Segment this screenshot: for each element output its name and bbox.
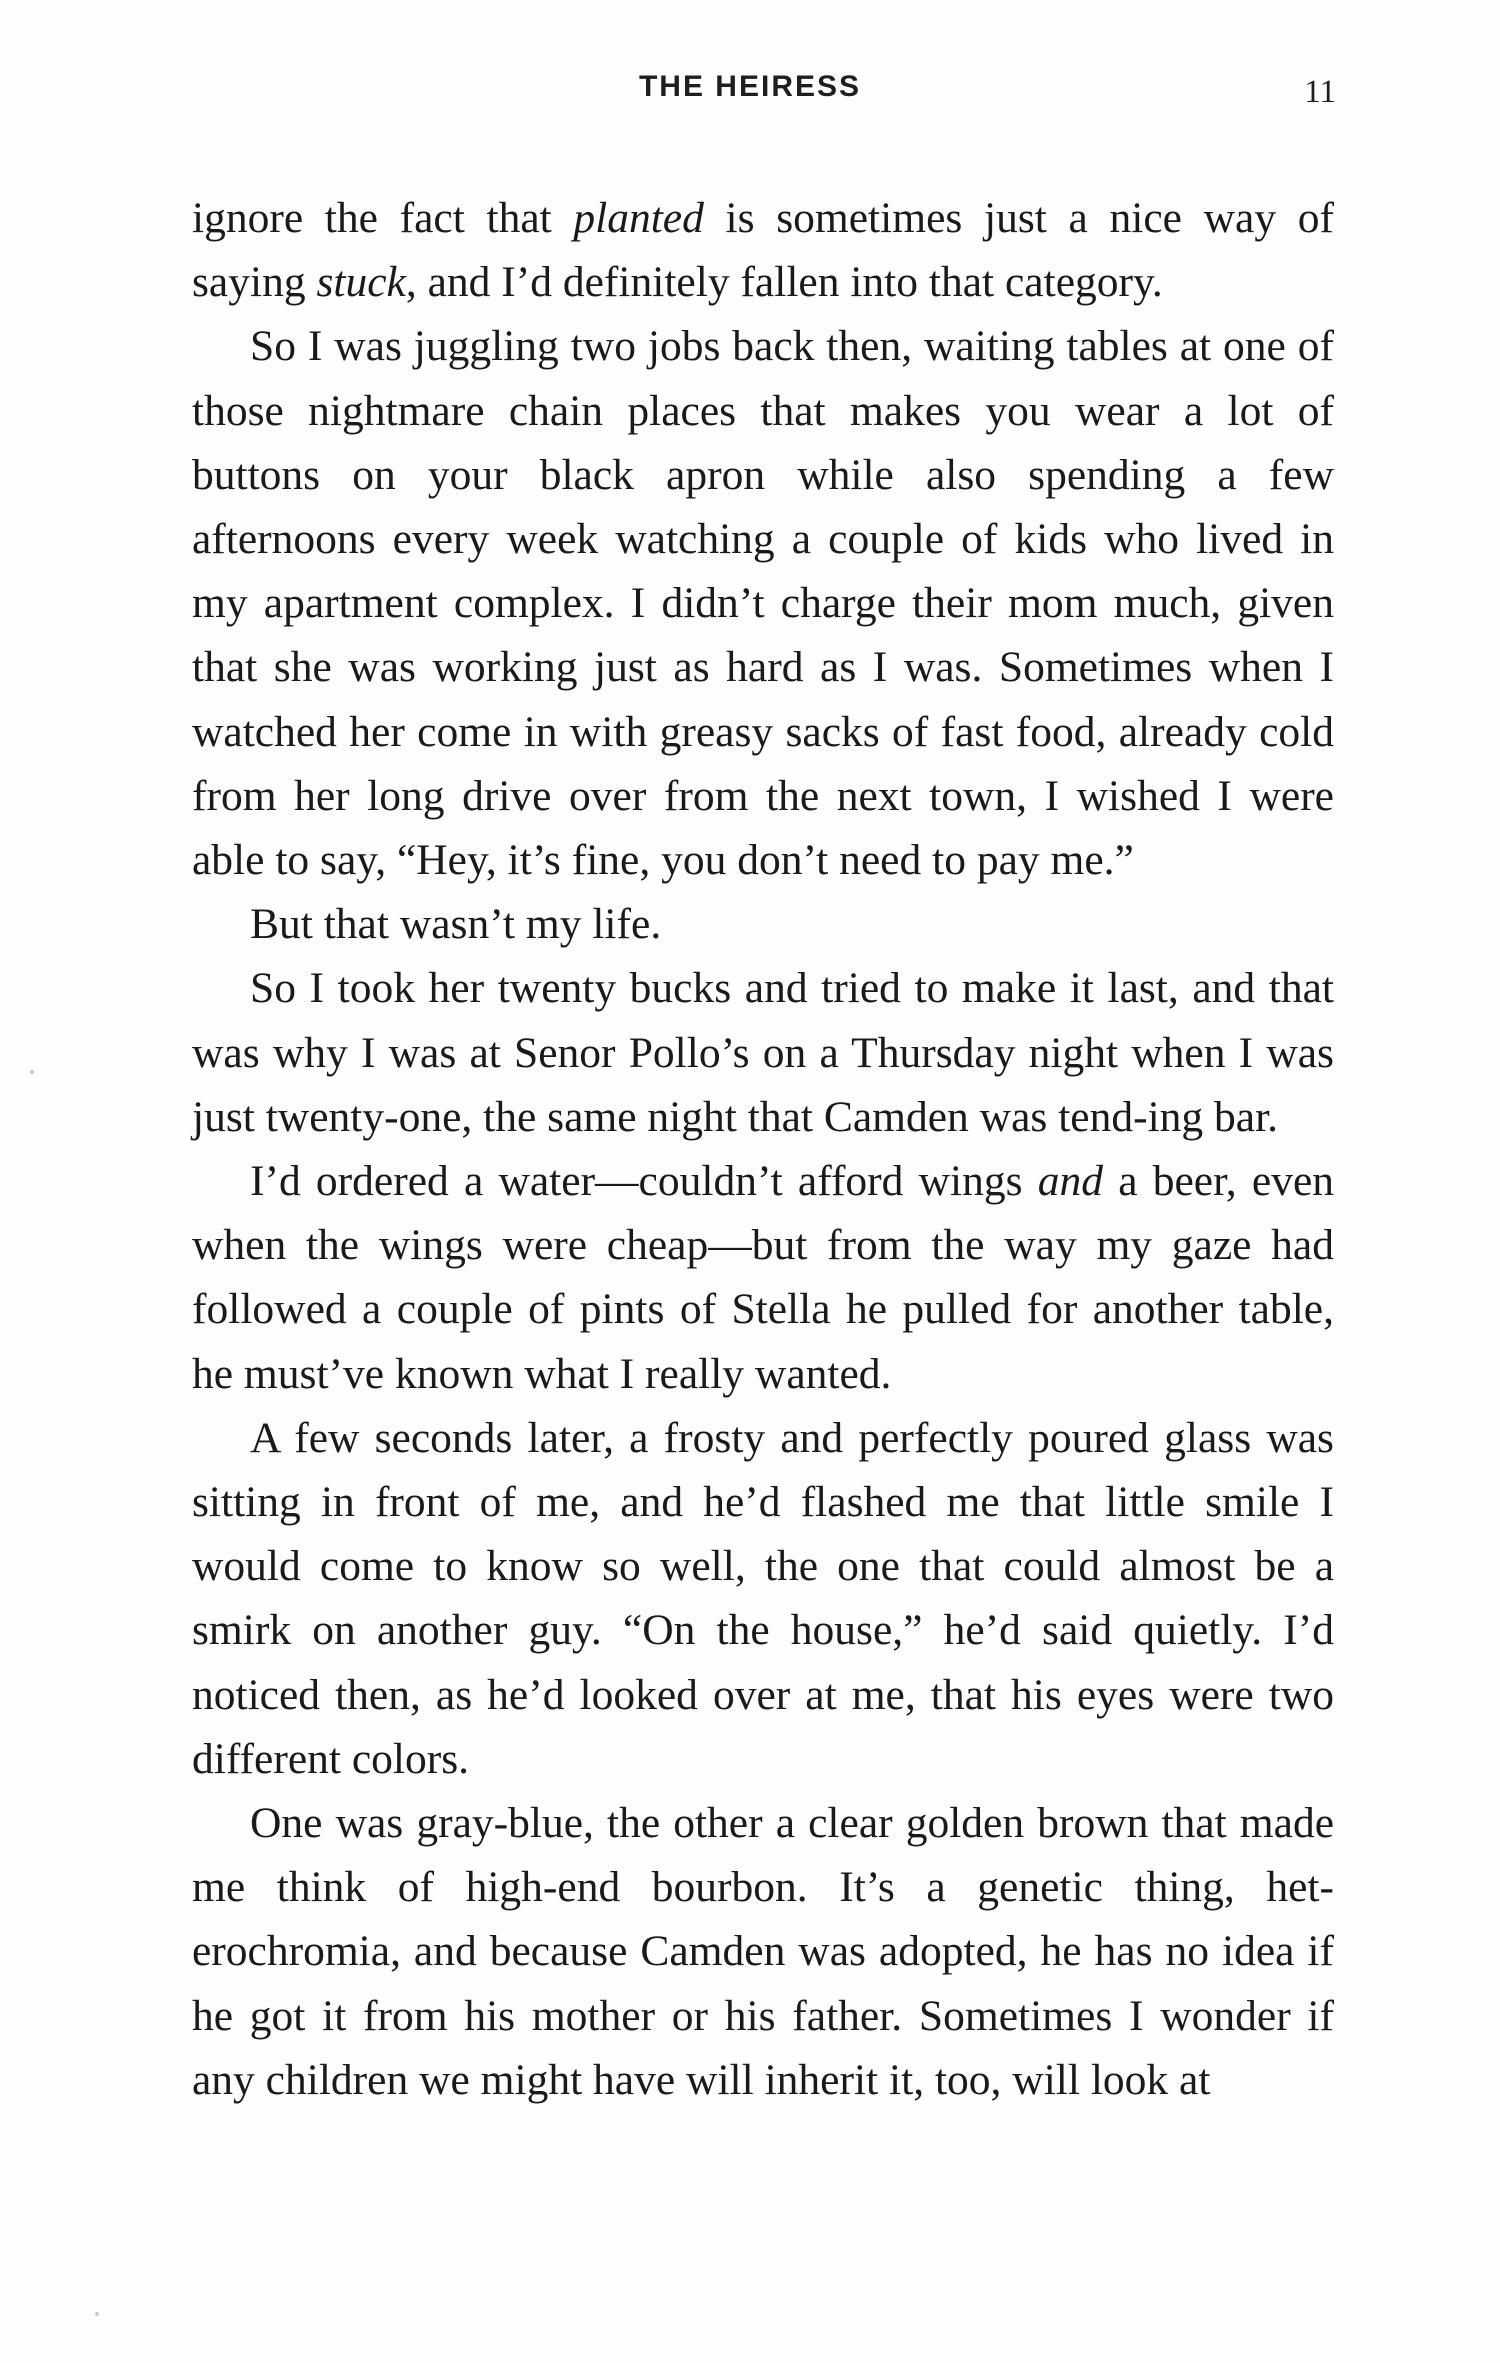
paragraph-1 (192, 186, 1334, 314)
text-run: One was gray-blue, the other a clear golden brown that made me think of high-end bourbon. It’s a genetic thing, het-erochromia, and because Camden was adopted, he has no idea if he got it from his mother or his father. Sometimes I wonder if any children we might have will inherit it, too, will look at (192, 1799, 1334, 2104)
italic-run: planted (573, 194, 704, 242)
italic-run: and (1037, 1157, 1103, 1206)
text-run: A few seconds later, a frosty and perfectly poured glass was sitting in front of me, and he’d flashed me that little smile I would come to know so well, the one that could almost be a smirk on another guy. “On the house,” he’d said quietly. I’d noticed then, as he’d looked over at me, that his eyes were two different colors. (192, 1413, 1334, 1783)
paragraph-2 (192, 314, 1334, 892)
text-run: ignore the fact that (192, 194, 574, 242)
text-run: a beer, even when the wings were cheap—but from the way my gaze had followed a couple of pints of Stella he pulled for another table, he must’ve known what I really wanted. (192, 1157, 1334, 1398)
page-number: 11 (1304, 74, 1336, 110)
body-text (192, 186, 1334, 2112)
italic-run: stuck (316, 258, 406, 307)
running-head: THE HEIRESS (638, 70, 862, 103)
paragraph-4 (192, 956, 1334, 1149)
scan-speck (95, 2312, 99, 2316)
text-run: So I was juggling two jobs back then, waiting tables at one of those nightmare chain places that makes you wear a lot of buttons on your black apron while also spending a few afternoons every week watching a couple of kids who lived in my apartment complex. I didn’t charge their mom much, given that she was working just as hard as I was. Sometimes when I watched her come in with greasy sacks of fast food, already cold from her long drive over from the next town, I wished I were able to say, “Hey, it’s fine, you don’t need to pay me.” (192, 322, 1334, 885)
paragraph-5 (192, 1149, 1334, 1406)
paragraph-6 (192, 1406, 1334, 1791)
text-run: I’d ordered a water—couldn’t afford wings (250, 1157, 1038, 1206)
paragraph-3 (192, 892, 1334, 956)
paragraph-7 (192, 1791, 1334, 2112)
text-run: , and I’d definitely fallen into that category. (405, 258, 1163, 307)
text-run: But that wasn’t my life. (250, 900, 662, 949)
text-run: So I took her twenty bucks and tried to make it last, and that was why I was at Senor Pollo’s on a Thursday night when I was just twenty-one, the same night that Camden was tend-ing bar. (192, 964, 1334, 1141)
text-run: is sometimes just a nice way of saying (192, 194, 1334, 307)
scan-speck (30, 1070, 34, 1074)
